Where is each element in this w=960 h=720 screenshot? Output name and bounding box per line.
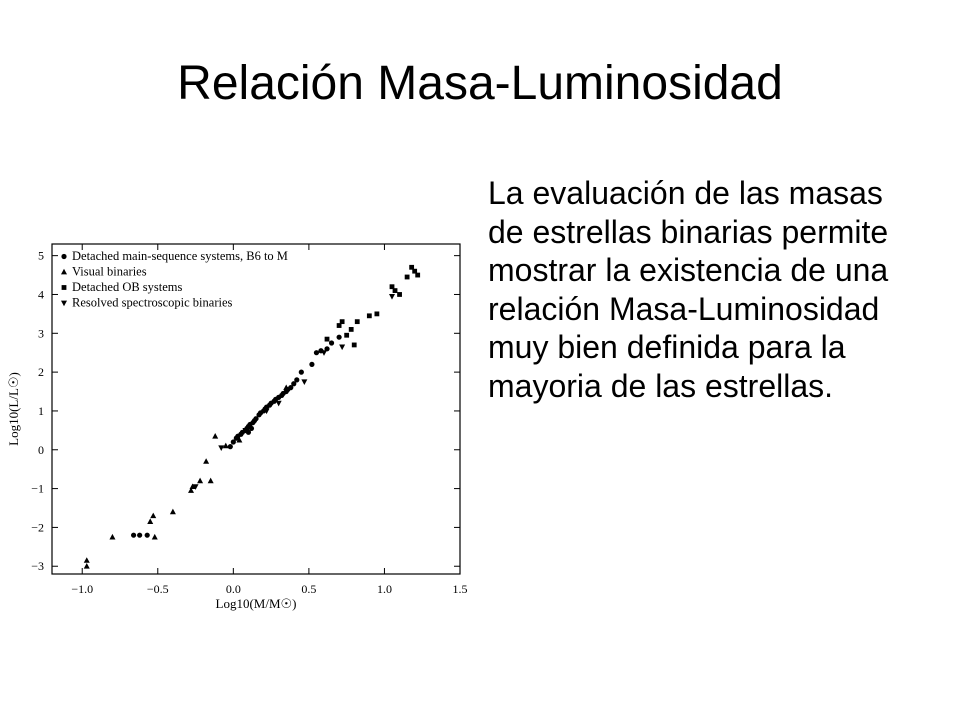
data-point-circle (145, 533, 150, 538)
y-axis-label: Log10(L/L☉) (6, 372, 21, 446)
data-point-triangle-down (276, 401, 282, 407)
slide-title: Relación Masa-Luminosidad (177, 57, 783, 110)
data-point-circle (337, 335, 342, 340)
data-point-square (367, 313, 372, 318)
y-tick-label: 1 (38, 403, 44, 418)
data-point-square (325, 337, 330, 342)
data-point-square (344, 333, 349, 338)
y-tick-label: 0 (38, 442, 44, 457)
data-point-square (393, 288, 398, 293)
legend-marker-circle (61, 254, 66, 259)
y-tick-label: 3 (38, 326, 44, 341)
x-tick-label: −0.5 (146, 582, 169, 596)
data-point-triangle-up (152, 534, 158, 540)
chart-svg (0, 236, 480, 626)
x-tick-label: 1.0 (376, 582, 392, 596)
legend-marker-triangle-down (61, 301, 67, 307)
y-tick-label: −2 (31, 520, 44, 535)
data-point-circle (314, 350, 319, 355)
x-tick-label: 0.5 (301, 582, 317, 596)
data-point-circle (137, 533, 142, 538)
data-point-triangle-up (197, 478, 203, 484)
legend-marker-square (62, 285, 67, 290)
slide-body-text: La evaluación de las masas de estrellas binarias permite mostrar la existencia de una relación Masa-Luminosidad muy bien definida para la mayoria de las estrellas. (488, 175, 889, 404)
x-tick-label: −1.0 (71, 582, 94, 596)
data-point-square (340, 319, 345, 324)
x-axis-label: Log10(M/M☉) (215, 596, 297, 611)
data-point-triangle-up (212, 433, 218, 439)
y-tick-label: 2 (38, 365, 44, 380)
x-tick-label: 0.0 (225, 582, 241, 596)
data-point-triangle-up (150, 513, 156, 519)
legend-label: Detached main-sequence systems, B6 to M (72, 249, 288, 263)
y-tick-label: 5 (38, 248, 44, 263)
y-tick-label: 4 (38, 287, 44, 302)
data-point-circle (309, 362, 314, 367)
data-point-triangle-down (339, 344, 345, 350)
data-point-triangle-up (208, 478, 214, 484)
mass-luminosity-chart (0, 236, 480, 626)
data-point-square (349, 327, 354, 332)
legend-label: Visual binaries (72, 264, 147, 279)
legend-marker-triangle-up (61, 269, 67, 275)
legend-label: Resolved spectroscopic binaries (72, 295, 233, 310)
data-point-triangle-up (170, 509, 176, 515)
data-point-triangle-up (84, 557, 90, 563)
legend-label: Detached OB systems (72, 280, 183, 294)
data-point-circle (329, 340, 334, 345)
x-tick-label: 1.5 (452, 582, 468, 596)
data-point-circle (131, 533, 136, 538)
data-point-circle (299, 370, 304, 375)
data-point-triangle-down (389, 294, 395, 300)
data-point-circle (228, 444, 233, 449)
chart-legend (61, 249, 288, 310)
y-tick-label: −3 (31, 559, 44, 574)
data-point-triangle-up (109, 534, 115, 540)
data-point-square (397, 292, 402, 297)
data-point-circle (252, 418, 257, 423)
data-point-square (415, 273, 420, 278)
data-point-square (405, 275, 410, 280)
data-point-square (355, 319, 360, 324)
data-point-triangle-up (147, 518, 153, 524)
data-point-circle (294, 377, 299, 382)
y-tick-label: −1 (31, 481, 44, 496)
data-point-triangle-down (301, 379, 307, 385)
data-point-square (374, 311, 379, 316)
data-point-square (352, 343, 357, 348)
data-point-triangle-up (84, 563, 90, 569)
data-points (84, 265, 420, 569)
data-point-triangle-up (203, 458, 209, 464)
